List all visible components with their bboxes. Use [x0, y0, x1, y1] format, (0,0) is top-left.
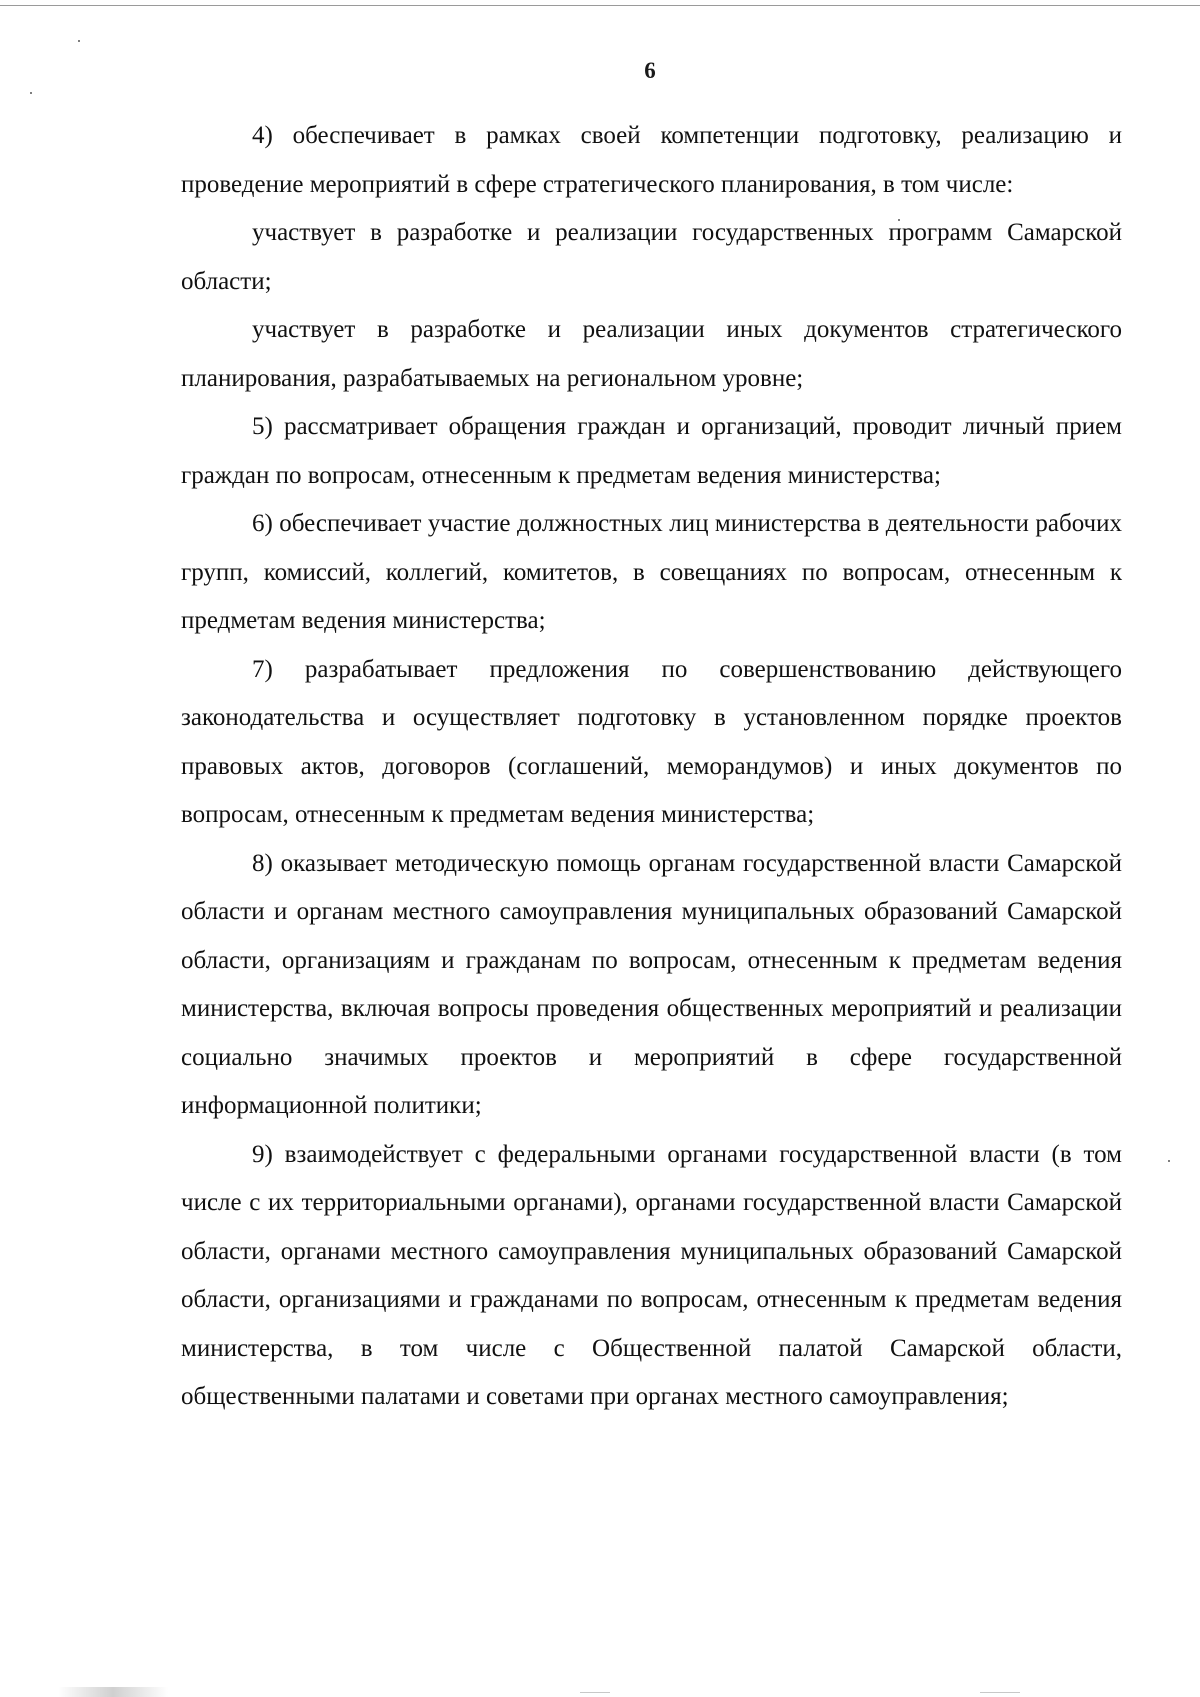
- paragraph-4-item-2: участвует в разработке и реализации иных документов стратегического планирования, разрабатываемых на региональном уровне;: [181, 316, 1122, 392]
- paragraph-5: 5) рассматривает обращения граждан и организаций, проводит личный прием граждан по вопросам, отнесенным к предметам ведения министерства;: [181, 413, 1122, 489]
- scan-bottom-mark: [580, 1692, 610, 1693]
- scan-speck: [1168, 1160, 1170, 1162]
- paragraph-8: 8) оказывает методическую помощь органам государственной власти Самарской области и органам местного самоуправления муниципальных образований Самарской области, организациям и гражданам по вопросам, отнесенным к предметам ведения министерства, включая вопросы проведения общественных мероприятий и реализации социально значимых проектов и мероприятий в сфере государственной информационной политики;: [181, 849, 1122, 1119]
- paragraph-4-item-1: участвует в разработке и реализации государственных программ Самарской области;: [181, 219, 1122, 295]
- scan-top-edge: [0, 5, 1200, 6]
- scan-speck: [78, 40, 80, 42]
- scan-speck: [30, 92, 32, 94]
- document-body: [181, 112, 1122, 1422]
- paragraph-9: 9) взаимодействует с федеральными органами государственной власти (в том числе с их территориальными органами), органами государственной власти Самарской области, органами местного самоуправления муниципальных образований Самарской области, организациями и гражданами по вопросам, отнесенным к предметам ведения министерства, в том числе с Общественной палатой Самарской области, общественными палатами и советами при органах местного самоуправления;: [181, 1140, 1122, 1410]
- paragraph-4: 4) обеспечивает в рамках своей компетенции подготовку, реализацию и проведение мероприятий в сфере стратегического планирования, в том числе:: [181, 122, 1122, 198]
- paragraph-7: 7) разрабатывает предложения по совершенствованию действующего законодательства и осуществляет подготовку в установленном порядке проектов правовых актов, договоров (соглашений, меморандумов) и иных документов по вопросам, отнесенным к предметам ведения министерства;: [181, 655, 1122, 828]
- scan-smudge: [58, 1687, 168, 1697]
- paragraph-6: 6) обеспечивает участие должностных лиц министерства в деятельности рабочих групп, комиссий, коллегий, комитетов, в совещаниях по вопросам, отнесенным к предметам ведения министерства;: [181, 510, 1122, 634]
- page-number: 6: [644, 58, 656, 83]
- scan-bottom-mark: [980, 1692, 1020, 1693]
